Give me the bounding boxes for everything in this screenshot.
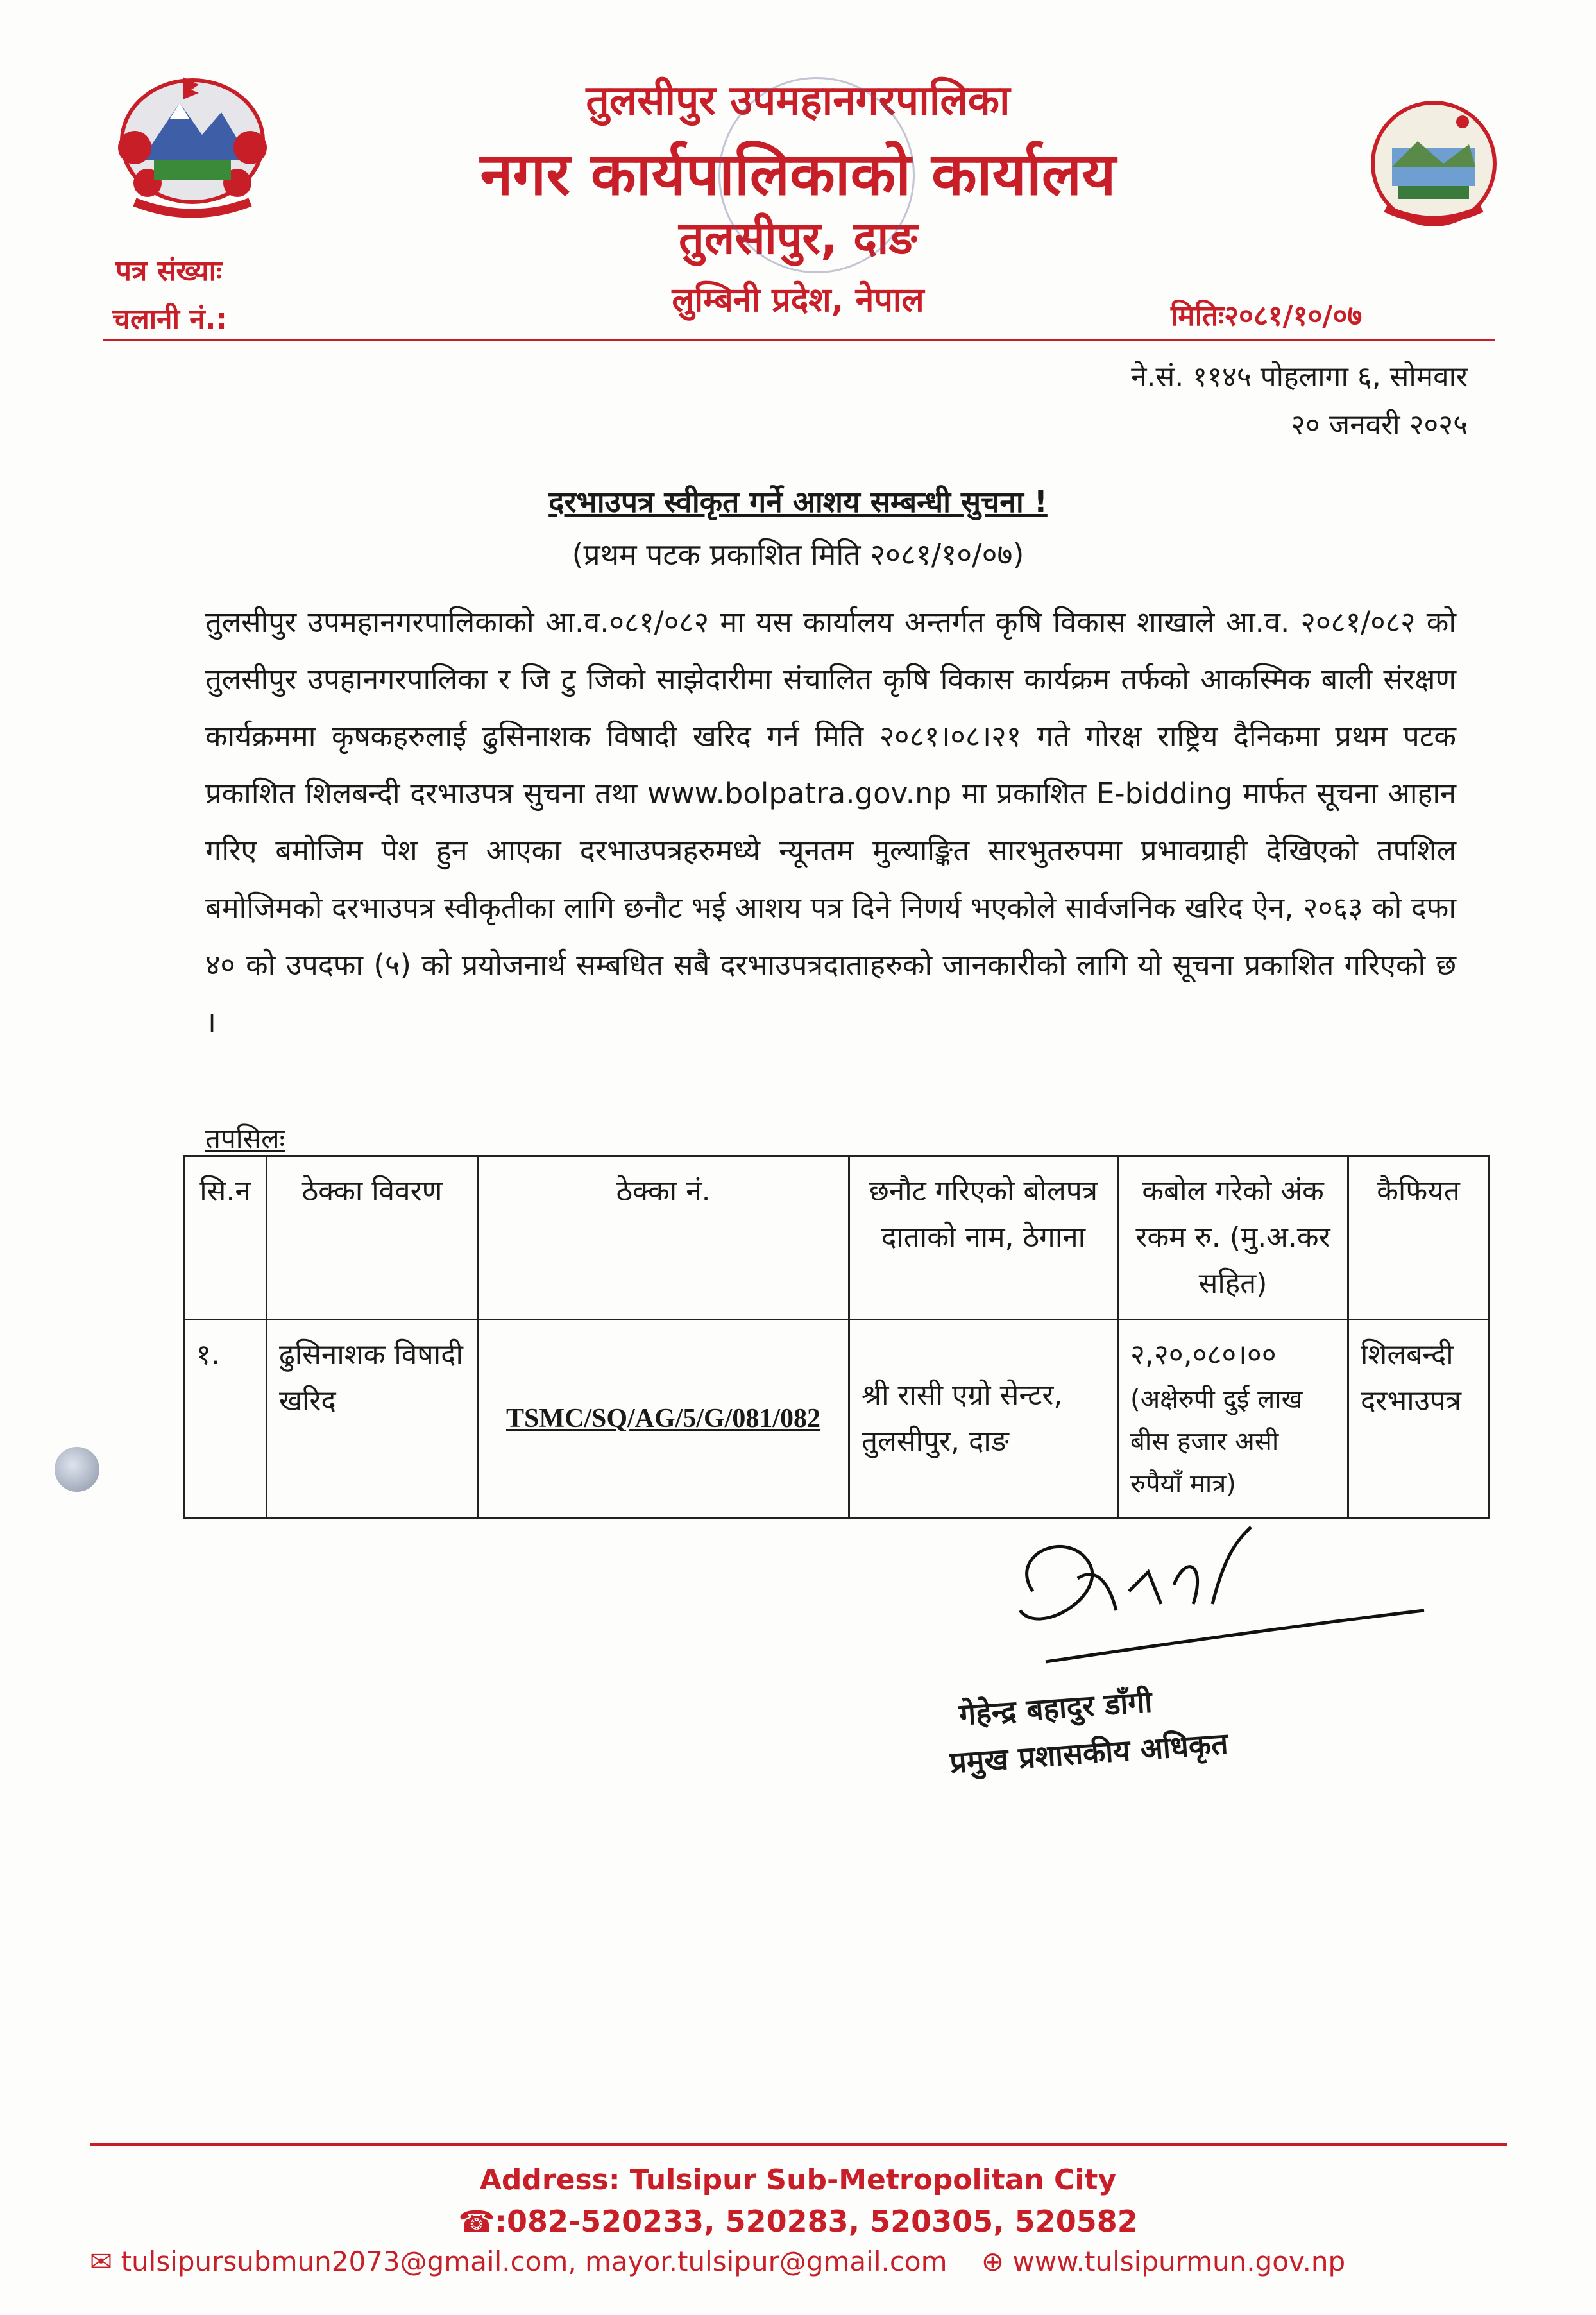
footer-website: www.tulsipurmun.gov.np xyxy=(1012,2246,1346,2277)
cell-remarks: शिलबन्दी दरभाउपत्र xyxy=(1348,1320,1489,1518)
notice-subtitle: (प्रथम पटक प्रकाशित मिति २०८१/१०/०७) xyxy=(572,537,1024,572)
col-header-amount: कबोल गरेको अंक रकम रु. (मु.अ.कर सहित) xyxy=(1118,1156,1348,1320)
header-divider xyxy=(103,339,1495,341)
footer-phone xyxy=(0,2204,1596,2239)
letter-number-label: पत्र संख्याः xyxy=(115,255,222,287)
cell-contract-no: TSMC/SQ/AG/5/G/081/082 xyxy=(478,1320,849,1518)
col-header-description: ठेक्का विवरण xyxy=(267,1156,478,1320)
handwritten-signature xyxy=(981,1514,1430,1709)
dispatch-number-label: चलानी नं.: xyxy=(112,303,228,336)
footer-email: tulsipursubmun2073@gmail.com, mayor.tulsipur@gmail.com xyxy=(121,2246,947,2277)
col-header-bidder: छनौट गरिएको बोलपत्र दाताको नाम, ठेगाना xyxy=(849,1156,1118,1320)
ad-date: २० जनवरी २०२५ xyxy=(1290,409,1468,441)
footer-divider xyxy=(90,2143,1507,2146)
notice-title-text: दरभाउपत्र स्वीकृत गर्ने आशय सम्बन्धी सुचना ! xyxy=(548,484,1048,519)
signatory-name: गेहेन्द्र बहादुर डाँगी xyxy=(958,1684,1153,1732)
office-location: तुलसीपुर, दाङ xyxy=(678,212,918,264)
table-header-row xyxy=(184,1156,1489,1320)
office-name: नगर कार्यपालिकाको कार्यालय xyxy=(480,140,1116,209)
punch-hole xyxy=(55,1447,99,1492)
footer-address: Address: Tulsipur Sub-Metropolitan City xyxy=(479,2164,1117,2196)
col-header-contract-no: ठेक्का नं. xyxy=(478,1156,849,1320)
cell-sn: १. xyxy=(184,1320,267,1518)
cell-bidder: श्री रासी एग्रो सेन्टर, तुलसीपुर, दाङ xyxy=(849,1320,1118,1518)
award-table xyxy=(183,1155,1490,1519)
amount-words: (अक्षेरुपी दुई लाख बीस हजार असी रुपैयाँ मात्र) xyxy=(1130,1385,1303,1499)
nepal-sambat-date: ने.सं. ११४५ पोहलागा ६, सोमवार xyxy=(1131,361,1468,393)
signatory-title: प्रमुख प्रशासकीय अधिकृत xyxy=(948,1725,1230,1781)
date-field: मितिः२०८१/१०/०७ xyxy=(1171,300,1363,332)
footer-phone-text: :082-520233, 520283, 520305, 520582 xyxy=(495,2204,1138,2239)
schedule-label: तपसिलः xyxy=(205,1123,285,1154)
email-icon: ✉ xyxy=(90,2246,113,2277)
phone-icon: ☎ xyxy=(458,2204,495,2239)
table-row xyxy=(184,1320,1489,1518)
org-name-line: तुलसीपुर उपमहानगरपालिका xyxy=(586,77,1010,124)
cell-amount xyxy=(1118,1320,1348,1518)
notice-body: तुलसीपुर उपमहानगरपालिकाको आ.व.०८१/०८२ मा यस कार्यालय अन्तर्गत कृषि विकास शाखाले आ.व. २०८१/०८२ को तुलसीपुर उपहानगरपालिका र जि टु जिको साझेदारीमा संचालित कृषि विकास कार्यक्रम तर्फको आकस्मिक बाली संरक्षण कार्यक्रममा कृषकहरुलाई ढुसिनाशक विषादी खरिद गर्न मिति २०८१।०८।२१ गते गोरक्ष राष्ट्रिय दैनिकमा प्रथम पटक प्रकाशित शिलबन्दी दरभाउपत्र सुचना तथा www.bolpatra.gov.np मा प्रकाशित E-bidding मार्फत सूचना आहान गरिए बमोजिम पेश हुन आएका दरभाउपत्रहरुमध्ये न्यूनतम मुल्याङ्कित सारभुतरुपमा प्रभावग्राही देखिएको तपशिल बमोजिमको दरभाउपत्र स्वीकृतीका लागि छनौट भई आशय पत्र दिने निणर्य भएकोले सार्वजनिक खरिद ऐन, २०६३ को दफा ४० को उपदफा (५) को प्रयोजनार्थ सम्बधित सबै दरभाउपत्रदाताहरुको जानकारीको लागि यो सूचना प्रकाशित गरिएको छ । xyxy=(205,605,1456,1039)
footer-contact xyxy=(90,2246,1345,2277)
cell-description: ढुसिनाशक विषादी खरिद xyxy=(267,1320,478,1518)
col-header-sn: सि.न xyxy=(184,1156,267,1320)
amount-figure: २,२०,०८०।०० xyxy=(1130,1338,1277,1371)
col-header-remarks: कैफियत xyxy=(1348,1156,1489,1320)
notice-title xyxy=(0,481,1596,521)
globe-icon: ⊕ xyxy=(981,2246,1005,2277)
office-stamp xyxy=(718,77,915,273)
province-line: लुम्बिनी प्रदेश, नेपाल xyxy=(672,281,924,320)
